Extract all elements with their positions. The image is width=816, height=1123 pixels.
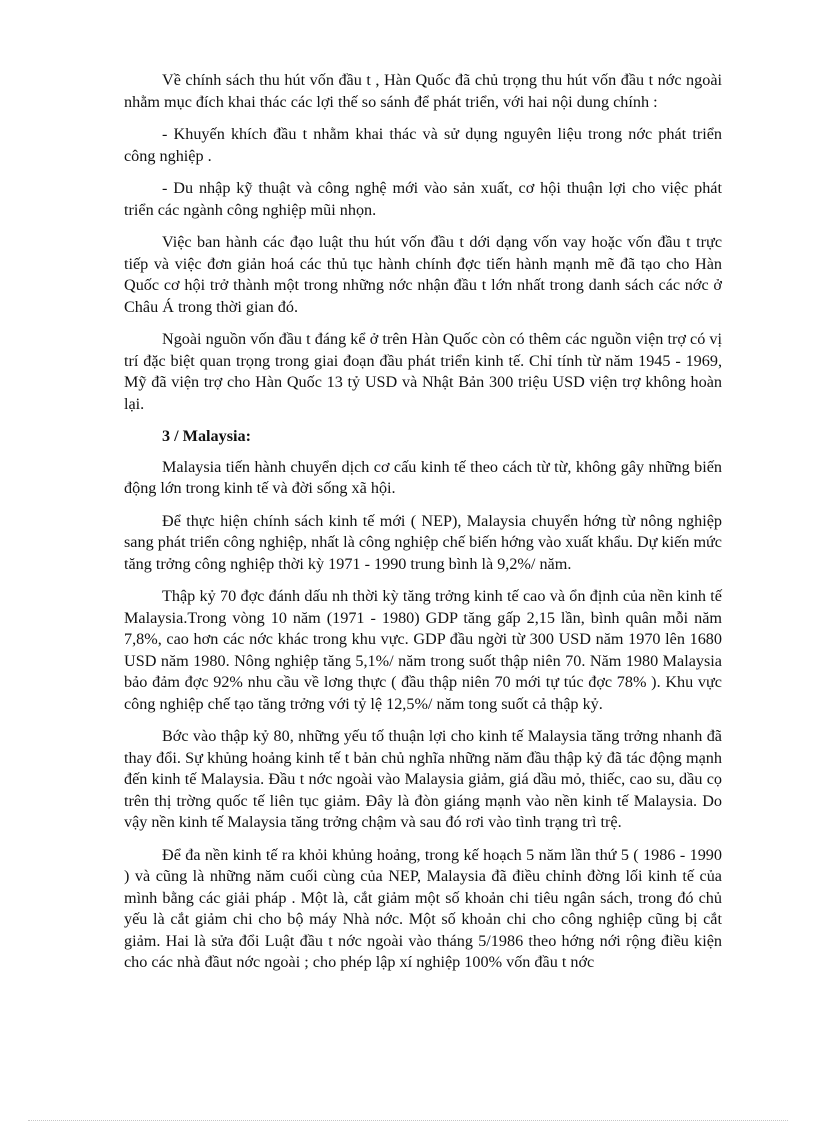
paragraph-bullet-technology-import: - Du nhập kỹ thuật và công nghệ mới vào sản xuất, cơ hội thuận lợi cho việc phát triển các ngành công nghiệp mũi nhọn.: [124, 179, 722, 219]
paragraph-eighties-crisis: Bớc vào thập kỷ 80, những yếu tố thuận lợi cho kinh tế Malaysia tăng trởng nhanh đã thay đổi. Sự khủng hoảng kinh tế t bản chủ nghĩa những năm đầu thập kỷ đã tác động mạnh đến kinh tế Malaysia. Đầu t nớc ngoài vào Malaysia giảm, giá dầu mỏ, thiếc, cao su, dầu cọ trên thị trờng quốc tế liên tục giảm. Đây là đòn giáng mạnh vào nền kinh tế Malaysia. Do vậy nền kinh tế Malaysia tăng trởng chậm và sau đó rơi vào tình trạng trì trệ.: [124, 727, 722, 831]
section-heading-malaysia: 3 / Malaysia:: [162, 427, 252, 445]
paragraph-seventies-growth: Thập kỷ 70 đợc đánh dấu nh thời kỳ tăng trởng kinh tế cao và ổn định của nền kinh tế Malaysia.Trong vòng 10 năm (1971 - 1980) GDP tăng gấp 2,15 lần, bình quân mỗi năm 7,8%, cao hơn các nớc khác trong khu vực. GDP đầu ngời từ 300 USD năm 1970 lên 1680 USD năm 1980. Nông nghiệp tăng 5,1%/ năm trong suốt thập niên 70. Năm 1980 Malaysia bảo đảm đợc 92% nhu cầu về lơng thực ( đầu thập niên 70 mới tự túc đợc 78% ). Khu vực công nghiệp chế tạo tăng trởng với tỷ lệ 12,5%/ năm tong suốt cả thập kỷ.: [124, 587, 722, 713]
paragraph-aid-sources: Ngoài nguồn vốn đầu t đáng kể ở trên Hàn Quốc còn có thêm các nguồn viện trợ có vị trí đặc biệt quan trọng trong giai đoạn đầu phát triển kinh tế. Chỉ tính từ năm 1945 - 1969, Mỹ đã viện trợ cho Hàn Quốc 13 tỷ USD và Nhật Bản 300 triệu USD viện trợ không hoàn lại.: [124, 330, 722, 413]
paragraph-bullet-encourage-investment: - Khuyến khích đầu t nhằm khai thác và sử dụng nguyên liệu trong nớc phát triển công nghiệp .: [124, 125, 722, 165]
paragraph-investment-laws: Việc ban hành các đạo luật thu hút vốn đầu t dới dạng vốn vay hoặc vốn đầu t trực tiếp và việc đơn giản hoá các thủ tục hành chính đợc tiến hành mạnh mẽ đã tạo cho Hàn Quốc cơ hội trở thành một trong những nớc nhận đầu t lớn nhất trong danh sách các nớc ở Châu Á trong thời gian đó.: [124, 233, 722, 316]
paragraph-malaysia-restructuring: Malaysia tiến hành chuyển dịch cơ cấu kinh tế theo cách từ từ, không gây những biến động lớn trong kinh tế và đời sống xã hội.: [124, 457, 722, 497]
paragraph-recovery-measures: Để đa nền kinh tế ra khỏi khủng hoảng, trong kế hoạch 5 năm lần thứ 5 ( 1986 - 1990 ) và cũng là những năm cuối cùng của NEP, Malaysia đã điều chỉnh đờng lối kinh tế của mình bằng các giải pháp . Một là, cắt giảm một số khoản chi tiêu ngân sách, trong đó chủ yếu là cắt giảm chi cho bộ máy Nhà nớc. Một số khoản chi cho công nghiệp cũng bị cắt giảm. Hai là sửa đổi Luật đầu t nớc ngoài vào tháng 5/1986 theo hớng nới rộng điều kiện cho các nhà đầut nớc ngoài ; cho phép lập xí nghiệp 100% vốn đầu t nớc: [124, 845, 722, 971]
paragraph-investment-policy: Về chính sách thu hút vốn đầu t , Hàn Quốc đã chủ trọng thu hút vốn đầu t nớc ngoài nhằm mục đích khai thác các lợi thế so sánh để phát triển, với hai nội dung chính :: [124, 71, 722, 111]
document-page: [124, 70, 722, 985]
paragraph-nep-policy: Để thực hiện chính sách kinh tế mới ( NEP), Malaysia chuyển hớng từ nông nghiệp sang phát triển công nghiệp, nhất là công nghiệp chế biến hớng vào xuất khẩu. Dự kiến mức tăng trởng công nghiệp thời kỳ 1971 - 1990 trung bình là 9,2%/ năm.: [124, 511, 722, 573]
page-bottom-divider: [28, 1120, 788, 1121]
